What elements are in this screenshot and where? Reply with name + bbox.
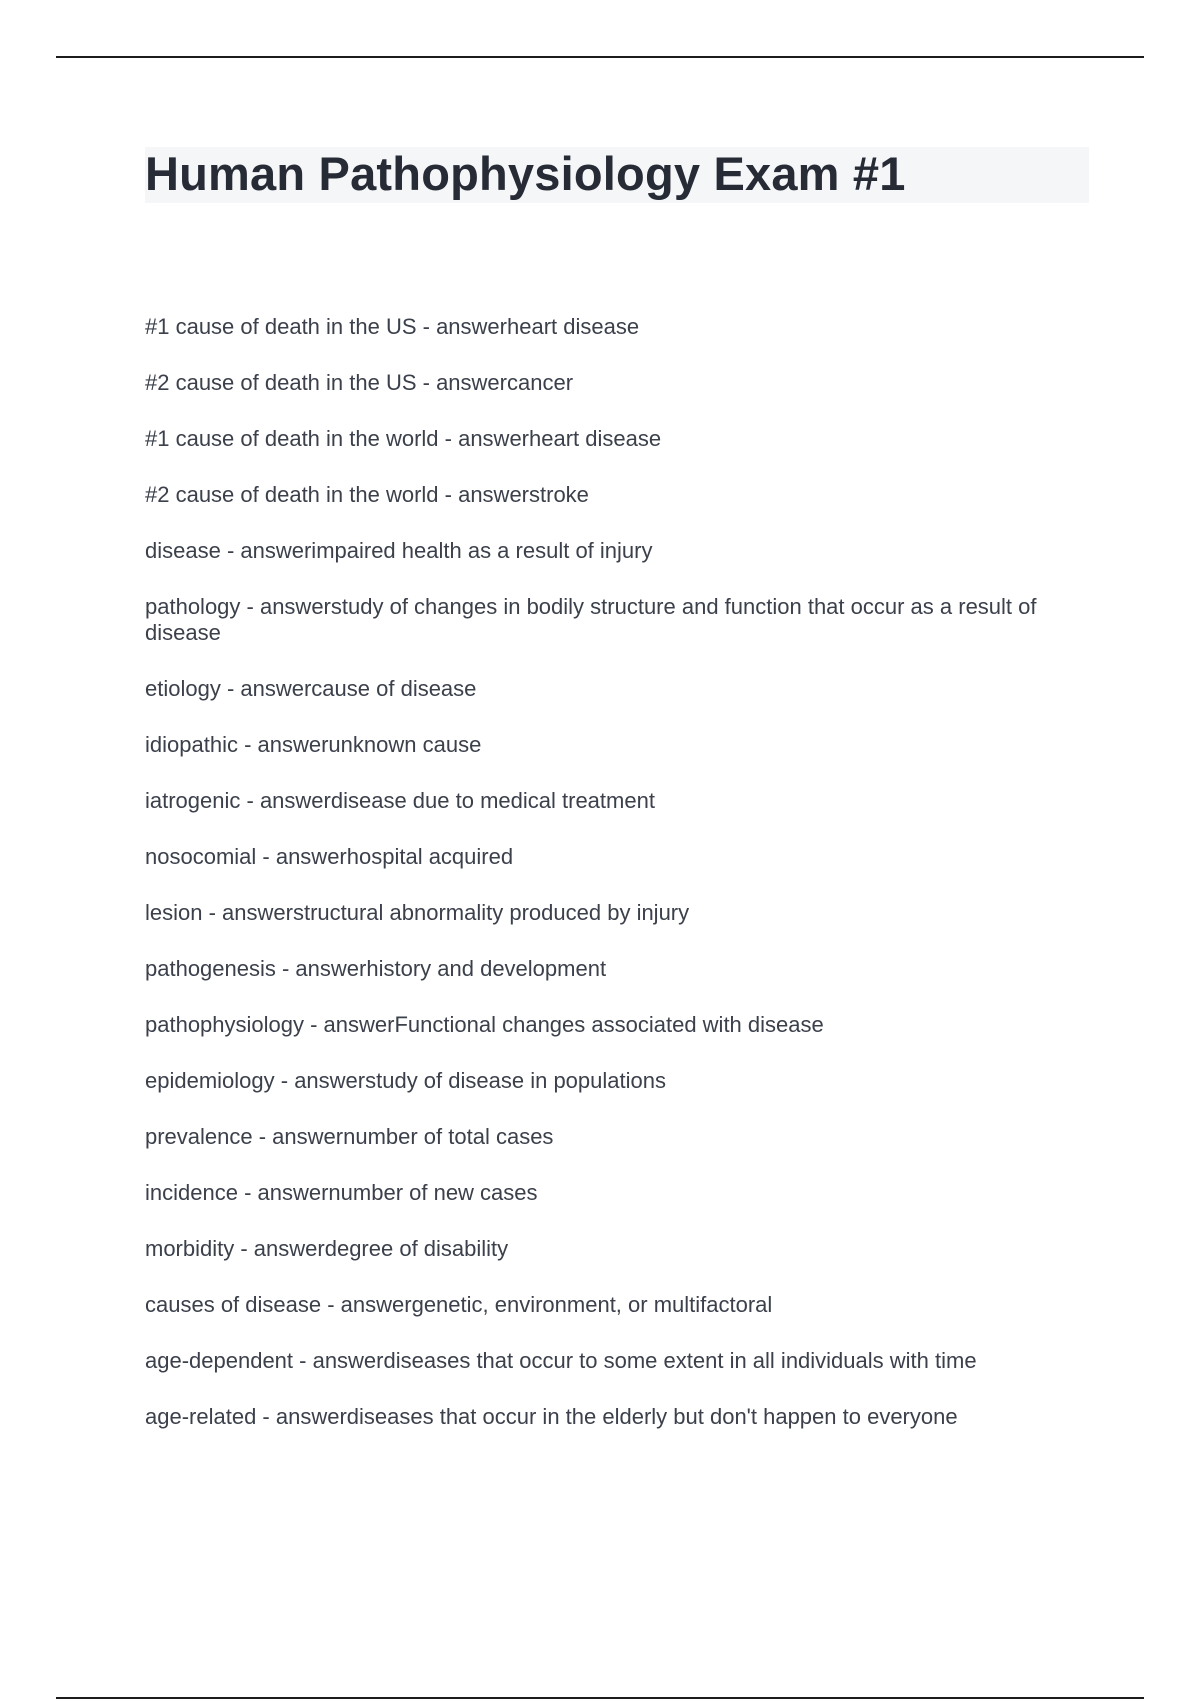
qa-entry: pathophysiology - answerFunctional changes associated with disease [145,1012,824,1037]
qa-entry: #1 cause of death in the world - answerheart disease [145,426,662,451]
qa-entry: morbidity - answerdegree of disability [145,1236,509,1261]
bottom-rule [56,1697,1144,1699]
qa-entry: #2 cause of death in the world - answerstroke [145,482,589,507]
qa-entry: #2 cause of death in the US - answercancer [145,370,574,395]
qa-entry: lesion - answerstructural abnormality produced by injury [145,900,690,925]
qa-entry: iatrogenic - answerdisease due to medical treatment [145,788,655,813]
qa-entry: incidence - answernumber of new cases [145,1180,538,1205]
qa-entry: age-dependent - answerdiseases that occur to some extent in all individuals with time [145,1348,977,1373]
qa-entry: epidemiology - answerstudy of disease in populations [145,1068,666,1093]
qa-list [145,314,1075,1460]
qa-entry: pathogenesis - answerhistory and development [145,956,607,981]
top-rule [56,56,1144,58]
qa-entry: nosocomial - answerhospital acquired [145,844,514,869]
qa-entry: disease - answerimpaired health as a result of injury [145,538,653,563]
page-title: Human Pathophysiology Exam #1 [145,147,906,200]
qa-entry: etiology - answercause of disease [145,676,477,701]
qa-entry: prevalence - answernumber of total cases [145,1124,554,1149]
qa-entry: age-related - answerdiseases that occur in the elderly but don't happen to everyone [145,1404,958,1429]
qa-entry: #1 cause of death in the US - answerheart disease [145,314,640,339]
qa-entry: causes of disease - answergenetic, environment, or multifactoral [145,1292,773,1317]
qa-entry: pathology - answerstudy of changes in bodily structure and function that occur as a result of disease [145,594,1037,645]
qa-entry: idiopathic - answerunknown cause [145,732,482,757]
